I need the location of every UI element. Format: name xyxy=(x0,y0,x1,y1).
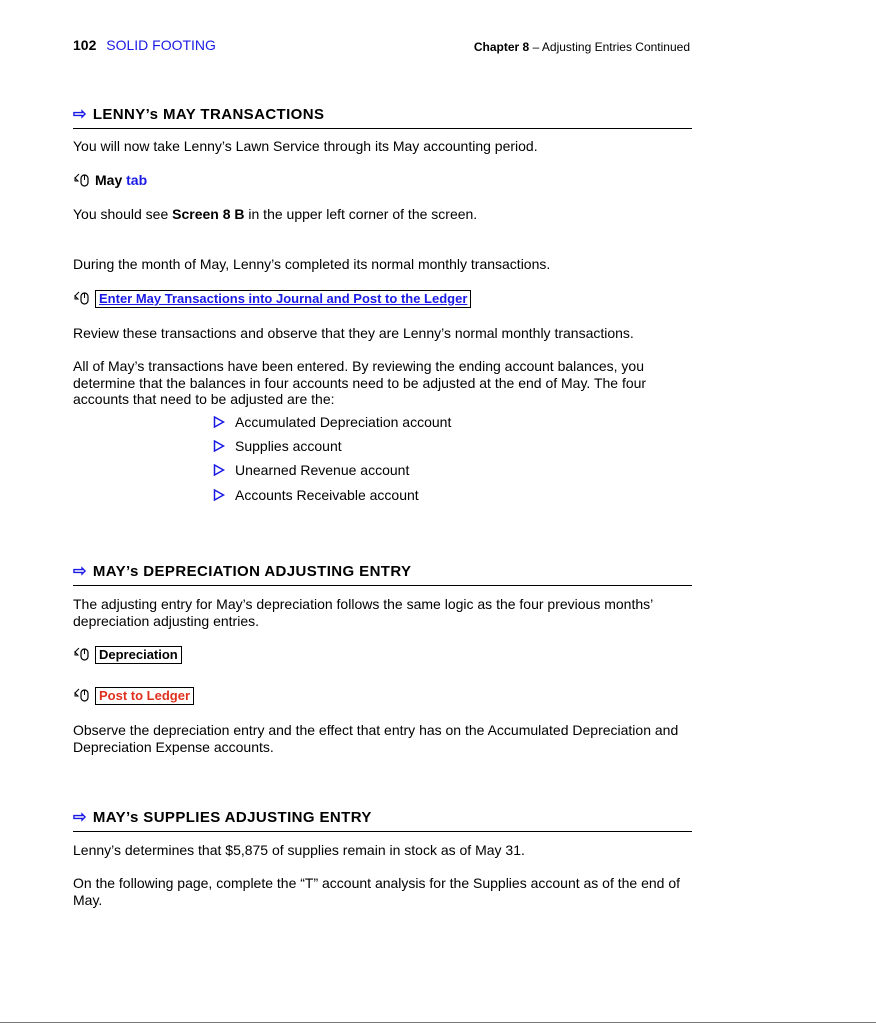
page-header-right xyxy=(472,40,690,54)
paragraph-line: The adjusting entry for May’s depreciation follows the same logic as the four previous months’ xyxy=(73,596,654,612)
book-title: SOLID FOOTING xyxy=(106,37,216,53)
mouse-pointer-icon xyxy=(73,646,91,662)
t-account-paragraph xyxy=(73,875,703,908)
right-arrow-icon: ⇨ xyxy=(73,563,87,580)
mouse-pointer-icon xyxy=(73,172,91,188)
intro-paragraph: You will now take Lenny’s Lawn Service through its May accounting period. xyxy=(73,138,538,154)
triangle-bullet-icon xyxy=(213,489,225,501)
section-title: MAY’s SUPPLIES ADJUSTING ENTRY xyxy=(92,809,372,826)
chapter-label: Chapter 8 xyxy=(473,40,530,54)
paragraph-line: On the following page, complete the “T” account analysis for the Supplies account as of the end of xyxy=(73,875,681,891)
screen-label: Screen 8 B xyxy=(172,206,245,222)
list-item xyxy=(213,462,409,478)
right-arrow-icon: ⇨ xyxy=(73,809,87,826)
list-item xyxy=(213,438,342,454)
screen-instruction xyxy=(73,206,703,223)
depreciation-paragraph xyxy=(73,596,703,629)
account-name: Unearned Revenue account xyxy=(235,462,410,478)
triangle-bullet-icon xyxy=(213,416,225,428)
enter-transactions-button[interactable]: Enter May Transactions into Journal and Post to the Ledger xyxy=(95,290,471,308)
chapter-subtitle: – Adjusting Entries Continued xyxy=(532,40,690,54)
adjust-line: determine that the balances in four accounts need to be adjusted at the end of May. The four xyxy=(73,374,647,391)
triangle-bullet-icon xyxy=(213,440,225,452)
review-paragraph: Review these transactions and observe that they are Lenny’s normal monthly transactions. xyxy=(73,325,634,341)
enter-transactions-row xyxy=(73,290,703,308)
may-tab-instruction xyxy=(73,172,703,189)
mouse-pointer-icon xyxy=(73,687,91,703)
adjust-line: All of May’s transactions have been entered. By reviewing the ending account balances, you xyxy=(73,358,644,374)
paragraph-line: May. xyxy=(73,891,103,908)
triangle-bullet-icon xyxy=(213,464,225,476)
page-bottom-divider xyxy=(0,1022,876,1023)
list-item xyxy=(213,414,451,430)
may-label: May xyxy=(95,172,123,188)
section-title: LENNY’s MAY TRANSACTIONS xyxy=(92,106,325,123)
screen-text-pre: You should see xyxy=(73,206,173,222)
paragraph-line: Observe the depreciation entry and the effect that entry has on the Accumulated Depreciation and xyxy=(73,722,679,738)
depreciation-row xyxy=(73,646,703,664)
adjust-paragraph xyxy=(73,358,703,408)
observe-paragraph xyxy=(73,722,703,755)
section-heading-may-transactions xyxy=(73,104,692,129)
page-number: 102 xyxy=(73,37,97,53)
supplies-paragraph: Lenny’s determines that $5,875 of supplies remain in stock as of May 31. xyxy=(73,842,525,858)
page-header-left xyxy=(73,37,216,53)
right-arrow-icon: ⇨ xyxy=(73,106,87,123)
section-heading-supplies xyxy=(73,807,692,832)
screen-text-post: in the upper left corner of the screen. xyxy=(244,206,478,222)
paragraph-line: Depreciation Expense accounts. xyxy=(73,738,274,755)
depreciation-button[interactable]: Depreciation xyxy=(95,646,182,664)
mouse-pointer-icon xyxy=(73,290,91,306)
list-item xyxy=(213,487,419,503)
may-tab-link[interactable]: tab xyxy=(126,172,148,188)
section-title: MAY’s DEPRECIATION ADJUSTING ENTRY xyxy=(92,563,412,580)
post-ledger-row xyxy=(73,687,703,705)
account-name: Supplies account xyxy=(235,438,342,454)
may-paragraph: During the month of May, Lenny’s completed its normal monthly transactions. xyxy=(73,256,551,272)
section-heading-depreciation xyxy=(73,561,692,586)
account-name: Accumulated Depreciation account xyxy=(235,414,452,430)
account-name: Accounts Receivable account xyxy=(235,487,419,503)
adjust-line: accounts that need to be adjusted are the: xyxy=(73,391,335,407)
paragraph-line: depreciation adjusting entries. xyxy=(73,612,260,629)
post-to-ledger-button[interactable]: Post to Ledger xyxy=(95,687,194,705)
